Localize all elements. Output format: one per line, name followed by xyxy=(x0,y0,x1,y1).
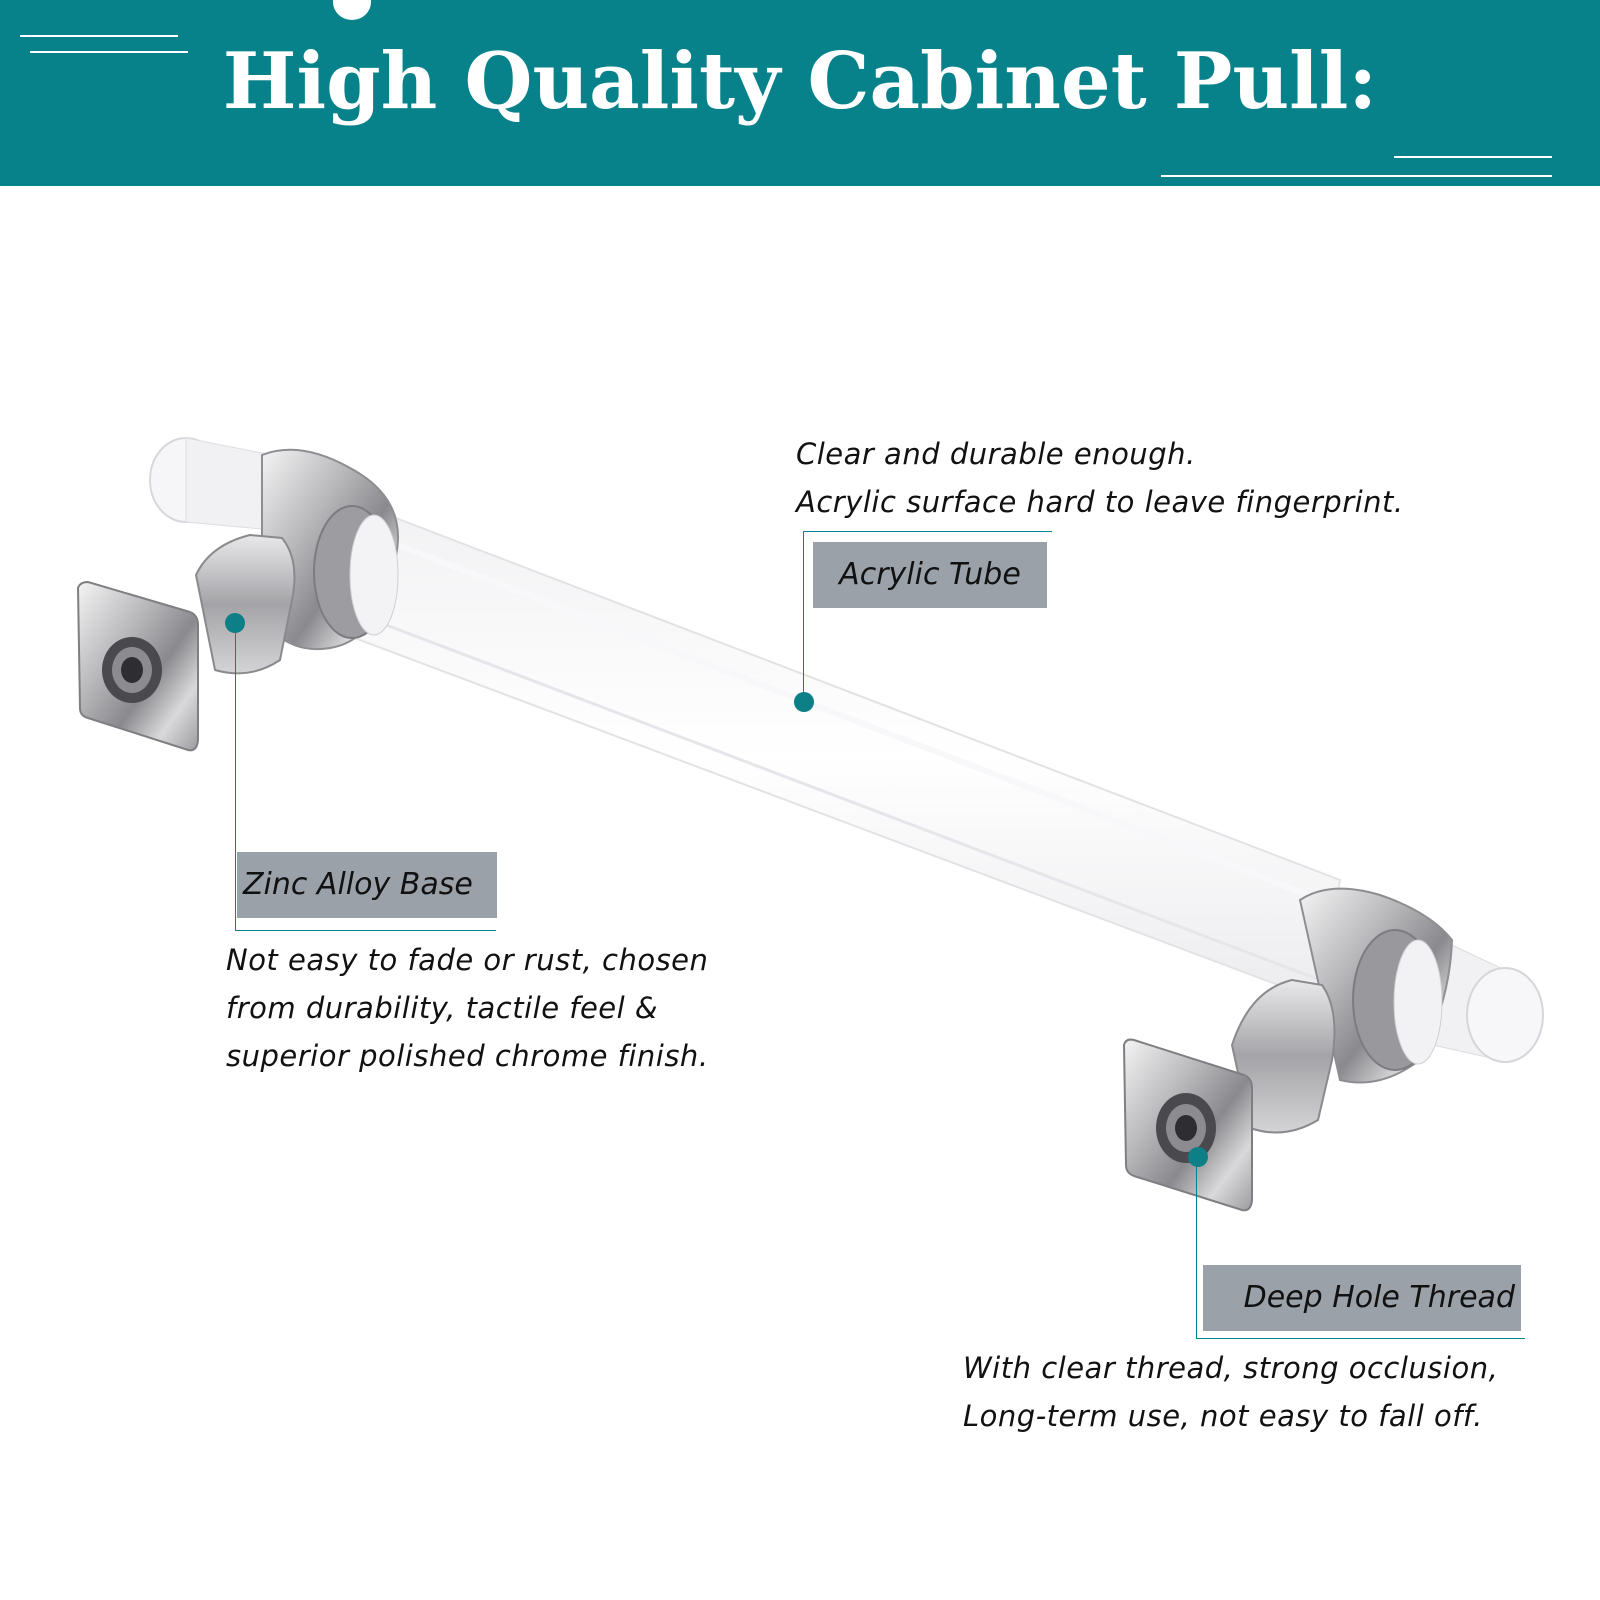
thread-leader-line xyxy=(1196,1338,1525,1339)
deep-hole-thread-label-text: Deep Hole Thread xyxy=(1243,1280,1515,1315)
thread-description xyxy=(963,1344,1498,1440)
acrylic-tube-label: Acrylic Tube xyxy=(813,542,1047,608)
zinc-description-line: Not easy to fade or rust, chosen xyxy=(226,943,709,977)
thread-marker-dot xyxy=(1188,1147,1208,1167)
thread-description-line: With clear thread, strong occlusion, xyxy=(963,1351,1499,1385)
zinc-description-line: superior polished chrome finish. xyxy=(226,1039,709,1073)
zinc-description xyxy=(226,936,709,1080)
left-mount xyxy=(78,438,398,750)
zinc-alloy-base-label: Zinc Alloy Base xyxy=(237,852,497,918)
zinc-leader-line xyxy=(235,623,236,930)
thread-leader-line xyxy=(1196,1157,1197,1338)
thread-description-line: Long-term use, not easy to fall off. xyxy=(963,1399,1483,1433)
acrylic-marker-dot xyxy=(794,692,814,712)
acrylic-description-line: Clear and durable enough. xyxy=(796,437,1196,471)
acrylic-description-line: Acrylic surface hard to leave fingerprint. xyxy=(796,485,1404,519)
deep-hole-thread-label xyxy=(1203,1265,1521,1331)
zinc-leader-line xyxy=(235,930,496,931)
acrylic-leader-line xyxy=(803,531,804,702)
zinc-description-line: from durability, tactile feel & xyxy=(226,991,659,1025)
acrylic-description xyxy=(796,430,1404,526)
acrylic-leader-line xyxy=(803,531,1052,532)
page-title: High Quality Cabinet Pull: xyxy=(222,36,1378,127)
